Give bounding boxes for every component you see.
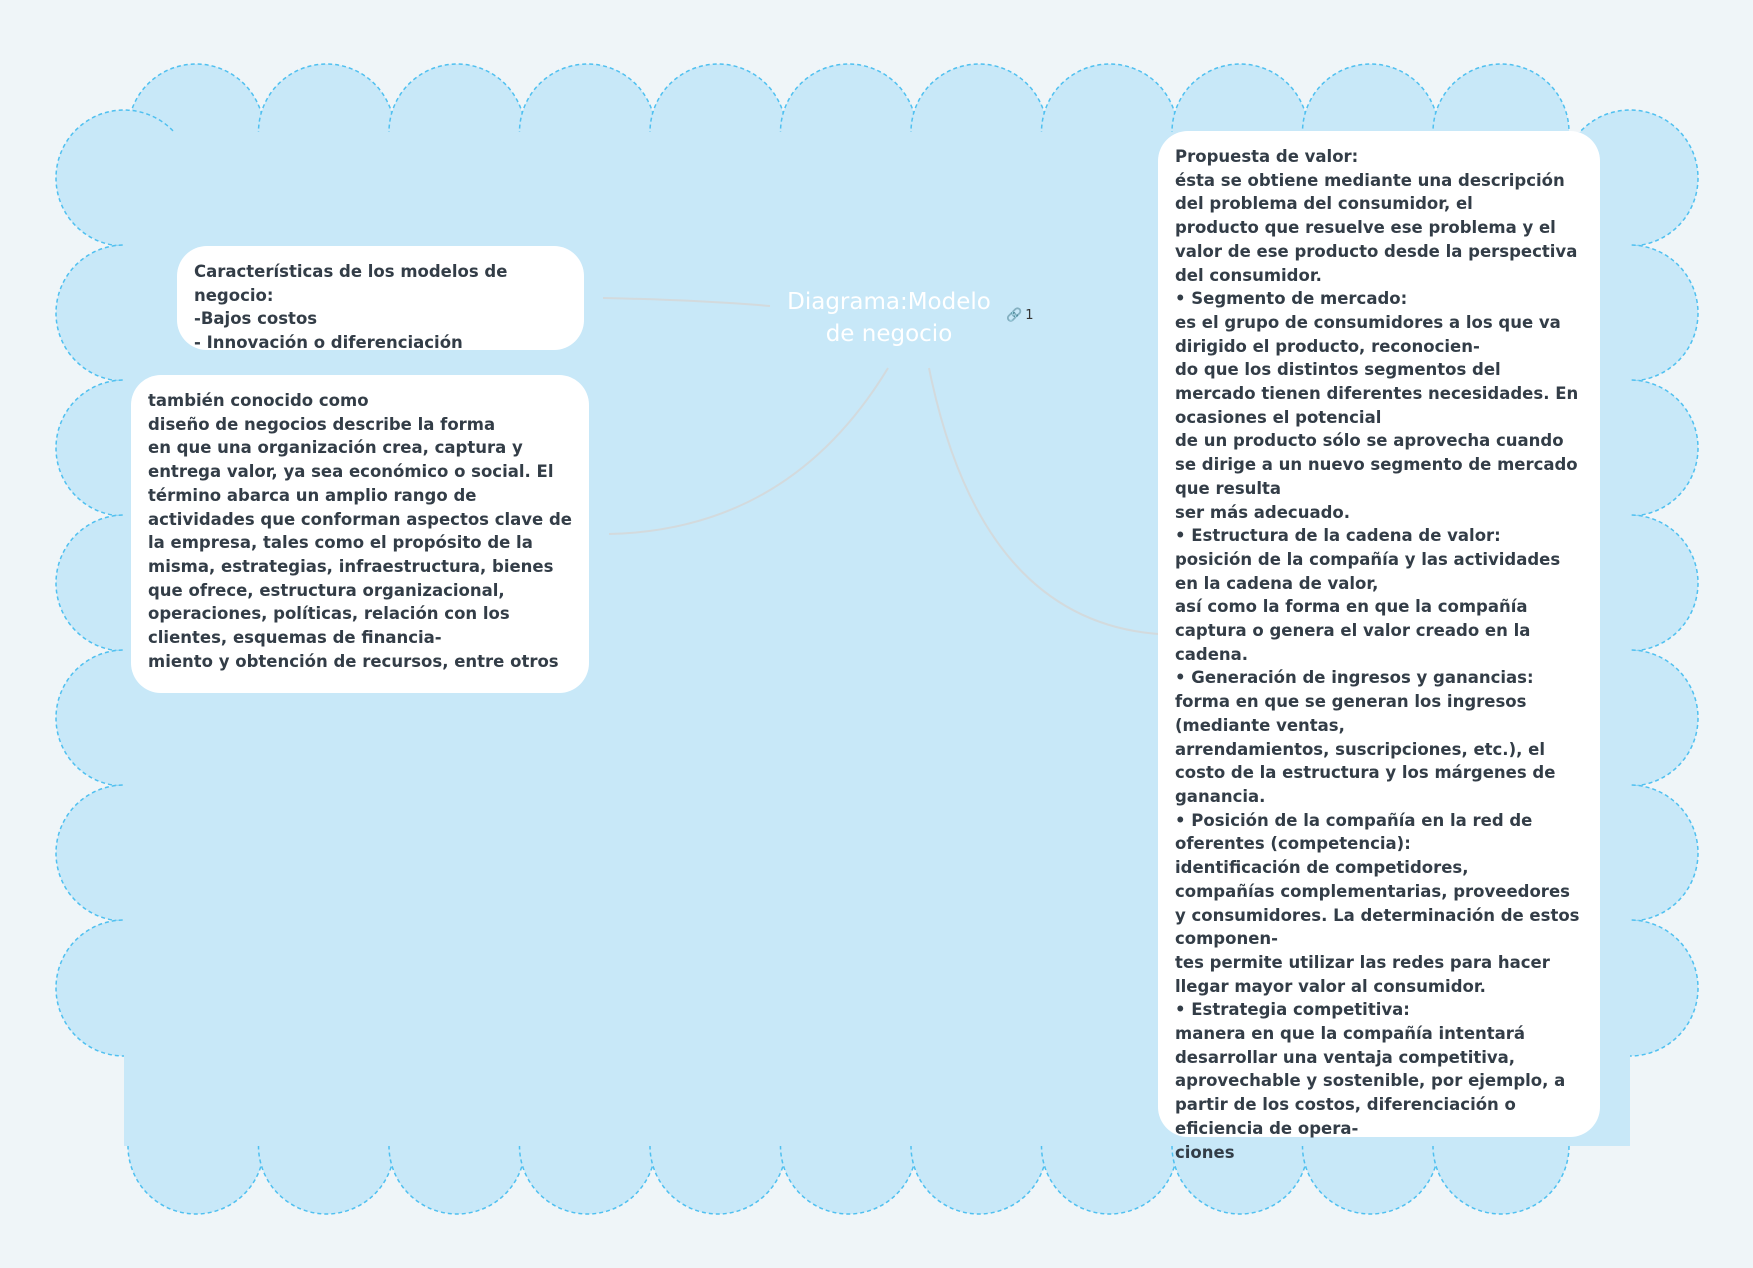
link-count: 1 xyxy=(1025,308,1034,323)
link-indicator[interactable] xyxy=(1006,308,1033,323)
link-icon: 🔗 xyxy=(1006,308,1023,323)
topic-definition[interactable]: también conocido como diseño de negocios describe la forma en que una organización crea, captura y entrega valor, ya sea económico o social. El término abarca un amplio rango de actividades que conforman aspectos clave de la empresa, tales como el propósito de la misma, estrategias, infraestructura, bienes que ofrece, estructura organizacional, operaciones, políticas, relación con los clientes, esquemas de financia- miento y obtención de recursos, entre otros xyxy=(131,375,589,693)
topic-characteristics[interactable]: Características de los modelos de negocio: -Bajos costos - Innovación o diferenciación xyxy=(177,246,584,350)
topic-components[interactable]: Propuesta de valor: ésta se obtiene mediante una descripción del problema del consumidor, el producto que resuelve ese problema y el valor de ese producto desde la perspectiva del consumidor. • Segmento de mercado: es el grupo de consumidores a los que va dirigido el producto, reconocien- do que los distintos segmentos del mercado tienen diferentes necesidades. En ocasiones el potencial de un producto sólo se aprovecha cuando se dirige a un nuevo segmento de mercado que resulta ser más adecuado. • Estructura de la cadena de valor: posición de la compañía y las actividades en la cadena de valor, así como la forma en que la compañía captura o genera el valor creado en la cadena. • Generación de ingresos y ganancias: forma en que se generan los ingresos (mediante ventas, arrendamientos, suscripciones, etc.), el costo de la estructura y los márgenes de ganancia. • Posición de la compañía en la red de oferentes (competencia): identificación de competidores, compañías complementarias, proveedores y consumidores. La determinación de estos componen- tes permite utilizar las redes para hacer llegar mayor valor al consumidor. • Estrategia competitiva: manera en que la compañía intentará desarrollar una ventaja competitiva, aprovechable y sostenible, por ejemplo, a partir de los costos, diferenciación o eficiencia de opera- ciones xyxy=(1158,131,1600,1137)
central-topic[interactable]: Diagrama:Modelo de negocio xyxy=(787,289,991,347)
